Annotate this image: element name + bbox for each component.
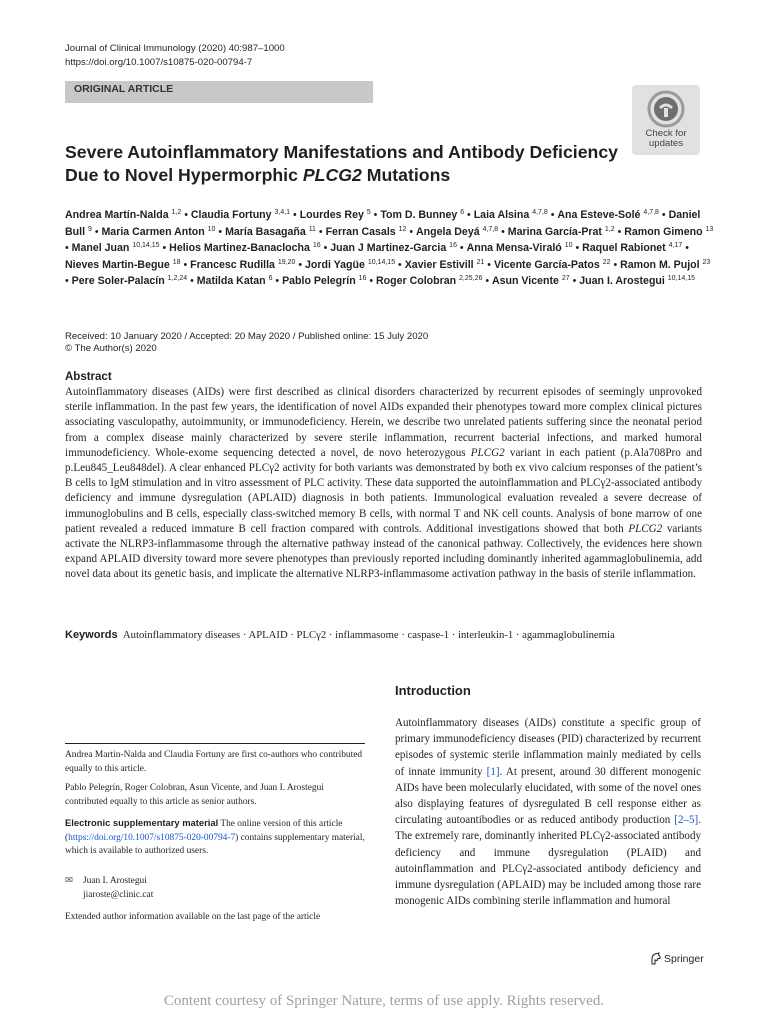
abstract-gene-1: PLCG2 — [470, 446, 505, 459]
author-affiliation: 5 — [366, 209, 371, 216]
author-separator: • — [91, 225, 102, 238]
footnote-extended-info: Extended author information available on the last page of the article — [65, 912, 321, 922]
author-name[interactable]: Ana Esteve-Solé — [557, 209, 641, 221]
author-affiliation: 10,14,15 — [132, 242, 160, 249]
author-affiliation: 4,7,8 — [482, 225, 499, 233]
author-separator: • — [65, 242, 72, 254]
introduction-body — [395, 715, 701, 909]
author-affiliation: 22 — [602, 258, 611, 266]
author-name[interactable]: Manel Juan — [71, 242, 130, 254]
author-name[interactable]: Laia Alsina — [473, 209, 530, 221]
author-separator: • — [406, 225, 417, 238]
article-title — [65, 141, 625, 186]
author-separator: • — [187, 275, 197, 287]
title-part-3: Mutations — [361, 164, 451, 185]
author-name[interactable]: Andrea Martín-Nalda — [65, 209, 169, 221]
author-affiliation: 10,14,15 — [367, 258, 396, 266]
author-separator: • — [65, 275, 72, 287]
doi-link[interactable]: https://doi.org/10.1007/s10875-020-00794-7 — [65, 57, 253, 68]
footnote-senior-authors: Pablo Pelegrín, Roger Colobran, Asun Vicente, and Juan I. Arostegui contributed equally to this article as senior authors. — [65, 783, 324, 807]
author-affiliation: 2,25,26 — [459, 275, 483, 282]
author-name[interactable]: Ferran Casals — [325, 225, 396, 238]
author-separator: • — [395, 258, 405, 271]
author-separator: • — [572, 242, 583, 254]
author-name[interactable]: Helios Martinez-Banaclocha — [169, 242, 310, 254]
author-separator: • — [464, 209, 474, 221]
intro-text-2: . At present, around 30 different monogenic AIDs have been molecularly elucidated, with some of the novel ones also displaying features of dysregulated B cell response either as circulating autoantibodies or as reduced antibody production — [395, 765, 701, 827]
envelope-icon: ✉ — [65, 876, 73, 886]
author-affiliation: 16 — [449, 242, 457, 249]
author-affiliation: 21 — [476, 258, 485, 266]
publisher-name: Springer — [664, 953, 704, 965]
author-affiliation: 4,7,8 — [643, 209, 659, 216]
author-separator: • — [315, 225, 326, 238]
author-affiliation: 1,2 — [171, 209, 182, 216]
intro-text-1: Autoinflammatory diseases (AIDs) constitute a specific group of primary immunodeficiency diseases (PID) characterized by recurrent episodes of systemic sterile inflammation mainly mediated by cells of innate immunity — [395, 717, 701, 778]
author-separator: • — [610, 258, 621, 271]
author-affiliation: 27 — [561, 275, 570, 282]
author-name[interactable]: Matilda Katan — [196, 275, 266, 287]
author-separator: • — [498, 225, 508, 238]
check-updates-text — [632, 129, 700, 149]
springer-logo — [649, 952, 704, 966]
supplementary-text-2: ) contains supplementary material, which is available to authorized users. — [65, 832, 365, 856]
abstract-heading: Abstract — [65, 371, 112, 383]
author-separator: • — [290, 209, 300, 221]
author-affiliation: 16 — [358, 275, 367, 282]
author-separator: • — [456, 242, 467, 254]
abstract-gene-2: PLCG2 — [628, 522, 663, 535]
check-updates-icon — [647, 90, 685, 128]
contact-email[interactable]: jiaroste@clinic.cat — [83, 889, 154, 900]
author-name[interactable]: Tom D. Bunney — [380, 209, 458, 221]
author-name[interactable]: Juan J Martinez-Garcia — [330, 242, 447, 254]
springer-horse-icon — [649, 952, 662, 965]
abstract-text-2: variant in each patient (p.Ala708Pro and p.Leu845_Leu848del). A clear enhanced PLCγ2 activity for both variants was demonstrated by both ex vivo calcium responses of the patient’s B cells to IgM stimulation and in vitro assessment of PLC activity. These data supported the autoinflammation and PLCγ2-associated antibody deficiency and immune dysregulation (APLAID) diagnosis in both patients. Immunological evaluation revealed a severe decrease of immunoglobulins and B cells, especially class-switched memory B cells, with normal T and NK cell counts. Analysis of bone marrow of one patient revealed a reduced immature B cell fraction compared with controls. Additional investigations showed that both — [65, 446, 702, 535]
supplementary-link[interactable]: https://doi.org/10.1007/s10875-020-00794-7 — [68, 832, 236, 843]
author-name[interactable]: Ramon Gimeno — [624, 225, 703, 238]
copyright-line: © The Author(s) 2020 — [65, 343, 157, 354]
author-separator: • — [547, 209, 558, 221]
author-affiliation: 6 — [460, 209, 465, 216]
author-affiliation: 11 — [308, 225, 316, 233]
keywords-line — [65, 628, 725, 643]
author-name[interactable]: Vicente García-Patos — [493, 258, 600, 271]
author-affiliation: 10 — [564, 242, 573, 249]
author-name[interactable]: Maria Carmen Anton — [101, 225, 205, 238]
author-affiliation: 16 — [312, 242, 321, 249]
author-name[interactable]: Marina García-Prat — [507, 225, 602, 238]
keywords-label: Keywords — [65, 629, 118, 641]
author-name[interactable]: Angela Deyá — [416, 225, 480, 238]
author-separator: • — [370, 209, 381, 221]
article-type-label: ORIGINAL ARTICLE — [74, 83, 174, 95]
footnote-corresponding-author — [65, 875, 365, 902]
author-name[interactable]: Francesc Rudilla — [190, 258, 275, 271]
courtesy-watermark: Content courtesy of Springer Nature, terms of use apply. Rights reserved. — [163, 993, 605, 1009]
author-affiliation: 3,4,1 — [274, 209, 291, 216]
author-affiliation: 12 — [398, 225, 407, 233]
author-separator: • — [366, 275, 377, 287]
author-separator: • — [180, 258, 191, 271]
contact-name: Juan I. Arostegui — [83, 876, 147, 886]
citation-link-2[interactable]: [2–5] — [674, 814, 699, 827]
publication-dates: Received: 10 January 2020 / Accepted: 20 May 2020 / Published online: 15 July 2020 — [65, 331, 429, 342]
footnote-first-coauthors: Andrea Martin-Nalda and Claudia Fortuny are first co-authors who contributed equally to this article. — [65, 750, 363, 774]
journal-citation: Journal of Clinical Immunology (2020) 40:987–1000 — [65, 43, 285, 54]
title-part-2: Due to Novel Hypermorphic — [65, 164, 303, 185]
article-type-banner — [65, 81, 373, 103]
author-name[interactable]: Roger Colobran — [376, 275, 457, 287]
author-name[interactable]: Nieves Martin-Begue — [65, 258, 170, 271]
author-affiliation: 4,17 — [668, 242, 683, 249]
author-affiliation: 9 — [87, 225, 92, 233]
author-separator: • — [658, 209, 669, 221]
author-affiliation: 1,2 — [604, 225, 615, 233]
intro-text-3: . The extremely rare, dominantly inherited PLCγ2-associated antibody deficiency and immune dysregulation (PLAID) and autoinflammation and PLCγ2-associated antibody deficiency and immune dysregulation (APLAID) may be included among those rare monogenic AIDs combining sterile inflammation and humoral — [395, 814, 701, 908]
author-name[interactable]: Pere Soler-Palacín — [71, 275, 165, 287]
author-separator: • — [614, 225, 625, 238]
author-name[interactable]: Jordi Yagüe — [305, 258, 365, 271]
author-affiliation: 1,2,24 — [167, 275, 188, 282]
author-separator: • — [159, 242, 170, 254]
author-name[interactable]: Pablo Pelegrín — [282, 275, 356, 287]
author-separator: • — [295, 258, 306, 271]
footnote-divider — [65, 743, 365, 744]
author-affiliation: 19,20 — [277, 258, 296, 266]
author-affiliation: 10,14,15 — [667, 275, 696, 282]
author-name[interactable]: Lourdes Rey — [299, 209, 364, 221]
author-affiliation: 13 — [705, 225, 714, 233]
keywords-text: Autoinflammatory diseases · APLAID · PLCγ2 · inflammasome · caspase-1 · interleukin-1 · agammaglobulinemia — [122, 629, 615, 641]
check-line-2: updates — [648, 138, 684, 149]
author-separator: • — [272, 275, 283, 287]
abstract-body — [65, 385, 702, 583]
citation-link-1[interactable]: [1] — [486, 765, 500, 778]
footnote-supplementary — [65, 816, 365, 859]
title-part-1: Severe Autoinflammatory Manifestations and Antibody Deficiency — [65, 142, 619, 162]
abstract-text-3: variants activate the NLRP3-inflammasome through the alternative pathway instead of the canonical pathway. Collectively, the evidences here shown expand APLAID diversity toward more severe phenotypes than previously reported including dominantly inherited agammaglobulinemia, add novel data about its genetic basis, and implicate the alternative NLRP3-inflammasome activation pathway in the basis of sterile inflammation. — [65, 522, 702, 581]
author-list — [65, 207, 715, 290]
supplementary-text-1: The online version of this article ( — [65, 819, 343, 843]
author-separator: • — [569, 275, 580, 287]
author-affiliation: 10 — [207, 225, 216, 233]
author-separator: • — [482, 275, 492, 287]
author-affiliation: 23 — [702, 258, 711, 266]
introduction-heading: Introduction — [395, 683, 471, 698]
author-name[interactable]: Xavier Estivill — [404, 258, 474, 271]
author-name[interactable]: María Basagaña — [225, 225, 306, 238]
check-for-updates-badge[interactable] — [632, 85, 700, 155]
author-affiliation: 18 — [172, 258, 181, 266]
author-name[interactable]: Asun Vicente — [492, 275, 559, 287]
check-line-1: Check for — [645, 128, 687, 139]
author-separator: • — [215, 225, 226, 238]
author-name[interactable]: Daniel Bull — [65, 209, 701, 238]
author-separator: • — [484, 258, 494, 271]
author-affiliation: 4,7,8 — [532, 209, 548, 216]
author-name[interactable]: Raquel Rabionet — [582, 242, 666, 254]
author-name[interactable]: Ramon M. Pujol — [620, 258, 700, 271]
author-name[interactable]: Anna Mensa-Viraló — [466, 242, 562, 254]
author-affiliation: 6 — [268, 275, 273, 282]
author-name[interactable]: Juan I. Arostegui — [579, 275, 665, 287]
author-name[interactable]: Claudia Fortuny — [190, 209, 272, 221]
title-gene: PLCG2 — [302, 164, 362, 185]
supplementary-label: Electronic supplementary material — [65, 817, 219, 828]
author-separator: • — [682, 242, 689, 254]
author-separator: • — [181, 209, 191, 221]
author-separator: • — [320, 242, 331, 254]
abstract-text-1: Autoinflammatory diseases (AIDs) were first described as clinical disorders characterized by recurrent episodes of seemingly unprovoked sterile inflammation. In the past few years, the identification of novel AIDs expanded their phenotypes toward more complex clinical pictures associating vasculopathy, autoimmunity, or immunodeficiency. Herein, we describe two unrelated patients suffering since the neonatal period from a complex disease mainly characterized by severe sterile inflammation, recurrent bacterial infections, and marked humoral immunodeficiency. Whole-exome sequencing detected a novel, de novo heterozygous — [65, 386, 702, 459]
